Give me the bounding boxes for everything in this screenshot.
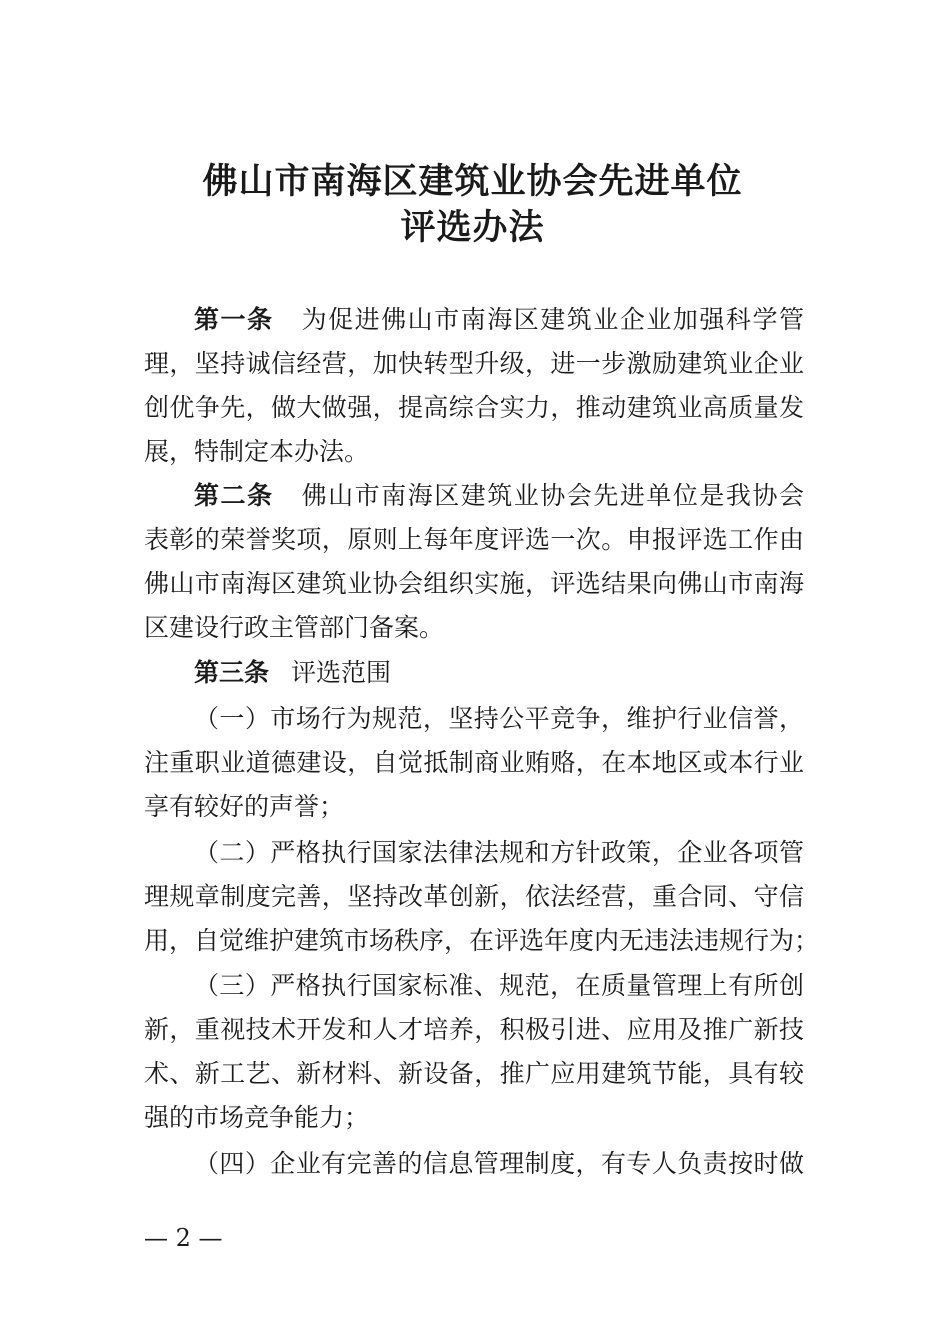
item-2-line-1: （二）严格执行国家法律法规和方针政策，企业各项管 bbox=[194, 838, 804, 867]
item-3-line-2: 新，重视技术开发和人才培养，积极引进、应用及推广新技 bbox=[144, 1015, 804, 1044]
article-1-line-3: 创优争先，做大做强，提高综合实力，推动建筑业高质量发 bbox=[144, 393, 804, 422]
article-1-line-4: 展，特制定本办法。 bbox=[144, 437, 370, 466]
article-1-line-2: 理，坚持诚信经营，加快转型升级，进一步激励建筑业企业 bbox=[144, 349, 804, 378]
item-1-line-1: （一）市场行为规范，坚持公平竞争，维护行业信誉， bbox=[194, 704, 804, 733]
page-number: — 2 — bbox=[144, 1224, 223, 1252]
article-1-text: 为促进佛山市南海区建筑业企业加强科学管 bbox=[301, 305, 804, 334]
article-2-line-2: 表彰的荣誉奖项，原则上每年度评选一次。申报评选工作由 bbox=[144, 525, 804, 554]
article-1-line-1 bbox=[194, 298, 804, 342]
item-3-line-1: （三）严格执行国家标准、规范，在质量管理上有所创 bbox=[194, 971, 804, 1000]
item-2-line-3: 用，自觉维护建筑市场秩序，在评选年度内无违法违规行为； bbox=[144, 926, 820, 955]
article-2-line-1 bbox=[194, 474, 804, 518]
article-3-text: 评选范围 bbox=[291, 658, 392, 687]
item-1-line-2: 注重职业道德建设，自觉抵制商业贿赂，在本地区或本行业 bbox=[144, 748, 804, 777]
article-2-label: 第二条 bbox=[194, 481, 274, 510]
item-3-line-4: 强的市场竞争能力； bbox=[144, 1103, 370, 1132]
document-title-line-1: 佛山市南海区建筑业协会先进单位 bbox=[202, 162, 743, 202]
item-2-line-2: 理规章制度完善，坚持改革创新，依法经营，重合同、守信 bbox=[144, 882, 804, 911]
item-3-line-3: 术、新工艺、新材料、新设备，推广应用建筑节能，具有较 bbox=[144, 1059, 804, 1088]
article-3-label: 第三条 bbox=[194, 658, 270, 687]
article-2-text: 佛山市南海区建筑业协会先进单位是我协会 bbox=[301, 481, 804, 510]
article-1-label: 第一条 bbox=[194, 305, 274, 334]
item-4-line-1: （四）企业有完善的信息管理制度，有专人负责按时做 bbox=[194, 1149, 804, 1178]
document-title-line-2: 评选办法 bbox=[400, 208, 545, 248]
item-1-line-3: 享有较好的声誉； bbox=[144, 792, 345, 821]
article-3-line-1 bbox=[194, 651, 804, 695]
article-2-line-3: 佛山市南海区建筑业协会组织实施，评选结果向佛山市南海 bbox=[144, 569, 804, 598]
article-2-line-4: 区建设行政主管部门备案。 bbox=[144, 613, 445, 642]
